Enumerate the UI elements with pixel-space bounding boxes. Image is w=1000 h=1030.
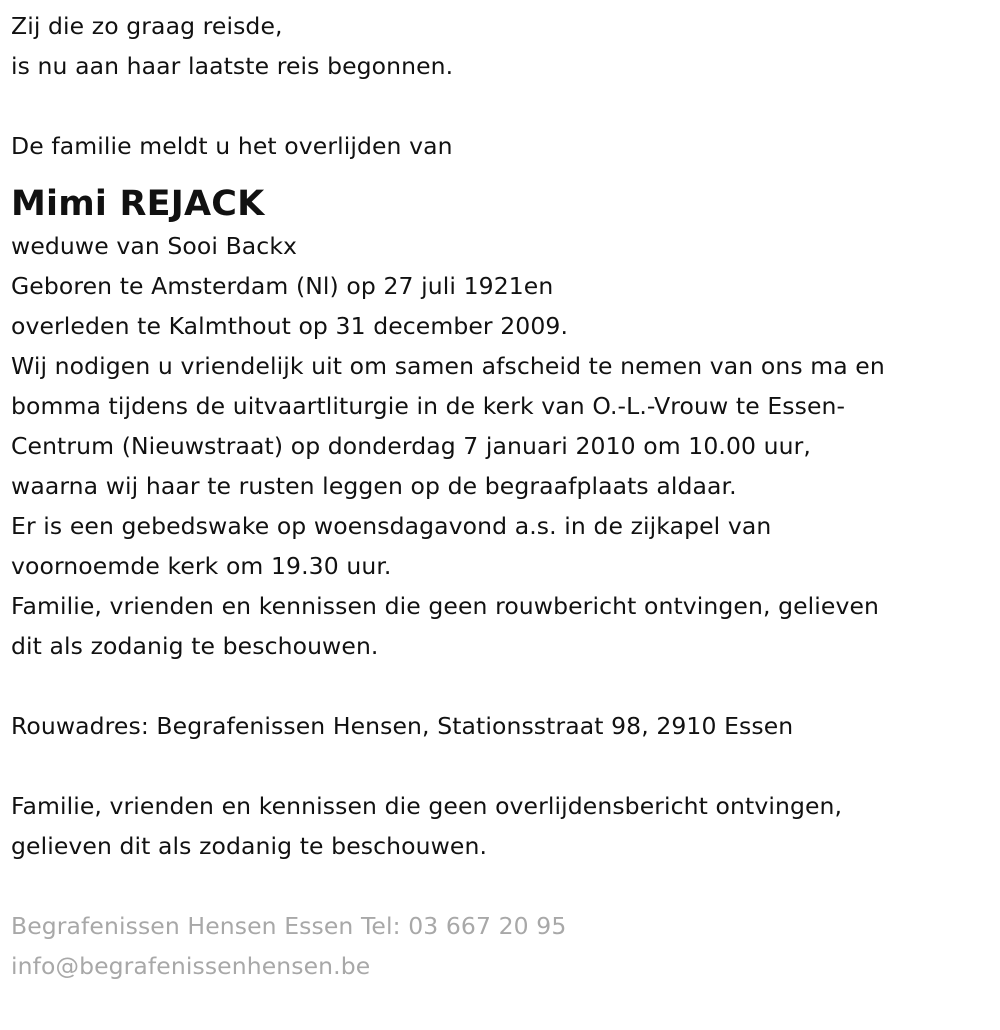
invitation-line: Wij nodigen u vriendelijk uit om samen afscheid te nemen van ons ma en [11,352,885,380]
funeral-home-email[interactable]: info@begrafenissenhensen.be [11,952,371,980]
poem-line: Zij die zo graag reisde, [11,12,283,40]
invitation-line: Er is een gebedswake op woensdagavond a.s. in de zijkapel van [11,512,772,540]
invitation-line: bomma tijdens de uitvaartliturgie in de kerk van O.-L.-Vrouw te Essen- [11,392,846,420]
poem-line: is nu aan haar laatste reis begonnen. [11,52,454,80]
deceased-name: Mimi REJACK [11,184,265,224]
announcement: De familie meldt u het overlijden van [11,132,453,160]
invitation-line: Centrum (Nieuwstraat) op donderdag 7 januari 2010 om 10.00 uur, [11,432,811,460]
spacer [11,866,996,906]
spacer [11,86,996,126]
closing-text [11,786,996,866]
funeral-home-footer [11,906,996,986]
invitation-text [11,346,996,666]
funeral-home-phone: Begrafenissen Hensen Essen Tel: 03 667 20 95 [11,912,567,940]
spacer [11,746,996,786]
poem [11,6,996,86]
widow-of: weduwe van Sooi Backx [11,232,298,260]
birth-info: Geboren te Amsterdam (Nl) op 27 juli 1921en [11,272,554,300]
closing-line: Familie, vrienden en kennissen die geen overlijdensbericht ontvingen, [11,792,843,820]
invitation-line: voornoemde kerk om 19.30 uur. [11,552,392,580]
mourning-address: Rouwadres: Begrafenissen Hensen, Stationsstraat 98, 2910 Essen [11,712,794,740]
spacer [11,666,996,706]
invitation-line: Familie, vrienden en kennissen die geen rouwbericht ontvingen, gelieven [11,592,880,620]
closing-line: gelieven dit als zodanig te beschouwen. [11,832,488,860]
death-notice [11,6,996,986]
invitation-line: waarna wij haar te rusten leggen op de begraafplaats aldaar. [11,472,737,500]
death-info: overleden te Kalmthout op 31 december 2009. [11,312,569,340]
invitation-line: dit als zodanig te beschouwen. [11,632,379,660]
